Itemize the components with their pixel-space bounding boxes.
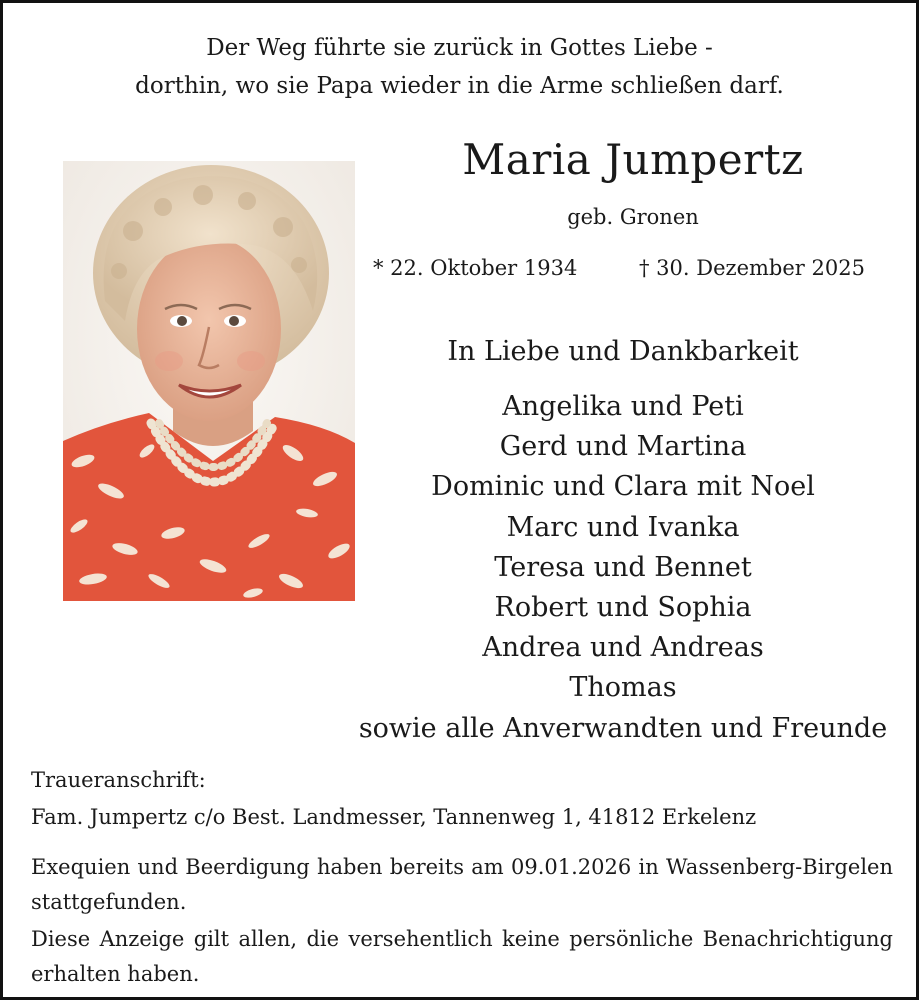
address-line: Fam. Jumpertz c/o Best. Landmesser, Tannenweg 1, 41812 Erkelenz (31, 805, 757, 829)
list-item: Andrea und Andreas (482, 632, 764, 664)
motto-line-1: Der Weg führte sie zurück in Gottes Liebe - (206, 35, 713, 61)
funeral-notice: Exequien und Beerdigung haben bereits am 09.01.2026 in Wassenberg-Birgelen stattgefunden. (31, 855, 893, 914)
deceased-name: Maria Jumpertz (462, 135, 804, 184)
list-item: Robert und Sophia (494, 592, 752, 624)
mourners-list (343, 387, 903, 749)
motto-line-2: dorthin, wo sie Papa wieder in die Arme schließen darf. (135, 73, 784, 99)
death-date: † 30. Dezember 2025 (639, 256, 865, 280)
mourners-heading: In Liebe und Dankbarkeit (447, 336, 799, 367)
list-item: Marc und Ivanka (506, 511, 740, 543)
motto (3, 29, 916, 105)
list-item: sowie alle Anverwandten und Freunde (358, 712, 888, 744)
list-item: Angelika und Peti (502, 391, 744, 422)
list-item: Dominic und Clara mit Noel (431, 471, 815, 503)
address-label: Traueranschrift: (31, 768, 206, 792)
apology-notice: Diese Anzeige gilt allen, die versehentlich keine persönliche Benachrichtigung erhalten haben. (31, 927, 893, 986)
birth-date: * 22. Oktober 1934 (373, 256, 578, 280)
list-item: Teresa und Bennet (494, 551, 752, 583)
portrait-photo (63, 161, 355, 601)
list-item: Gerd und Martina (499, 431, 747, 463)
maiden-name: geb. Gronen (567, 205, 699, 229)
list-item: Thomas (569, 672, 677, 704)
